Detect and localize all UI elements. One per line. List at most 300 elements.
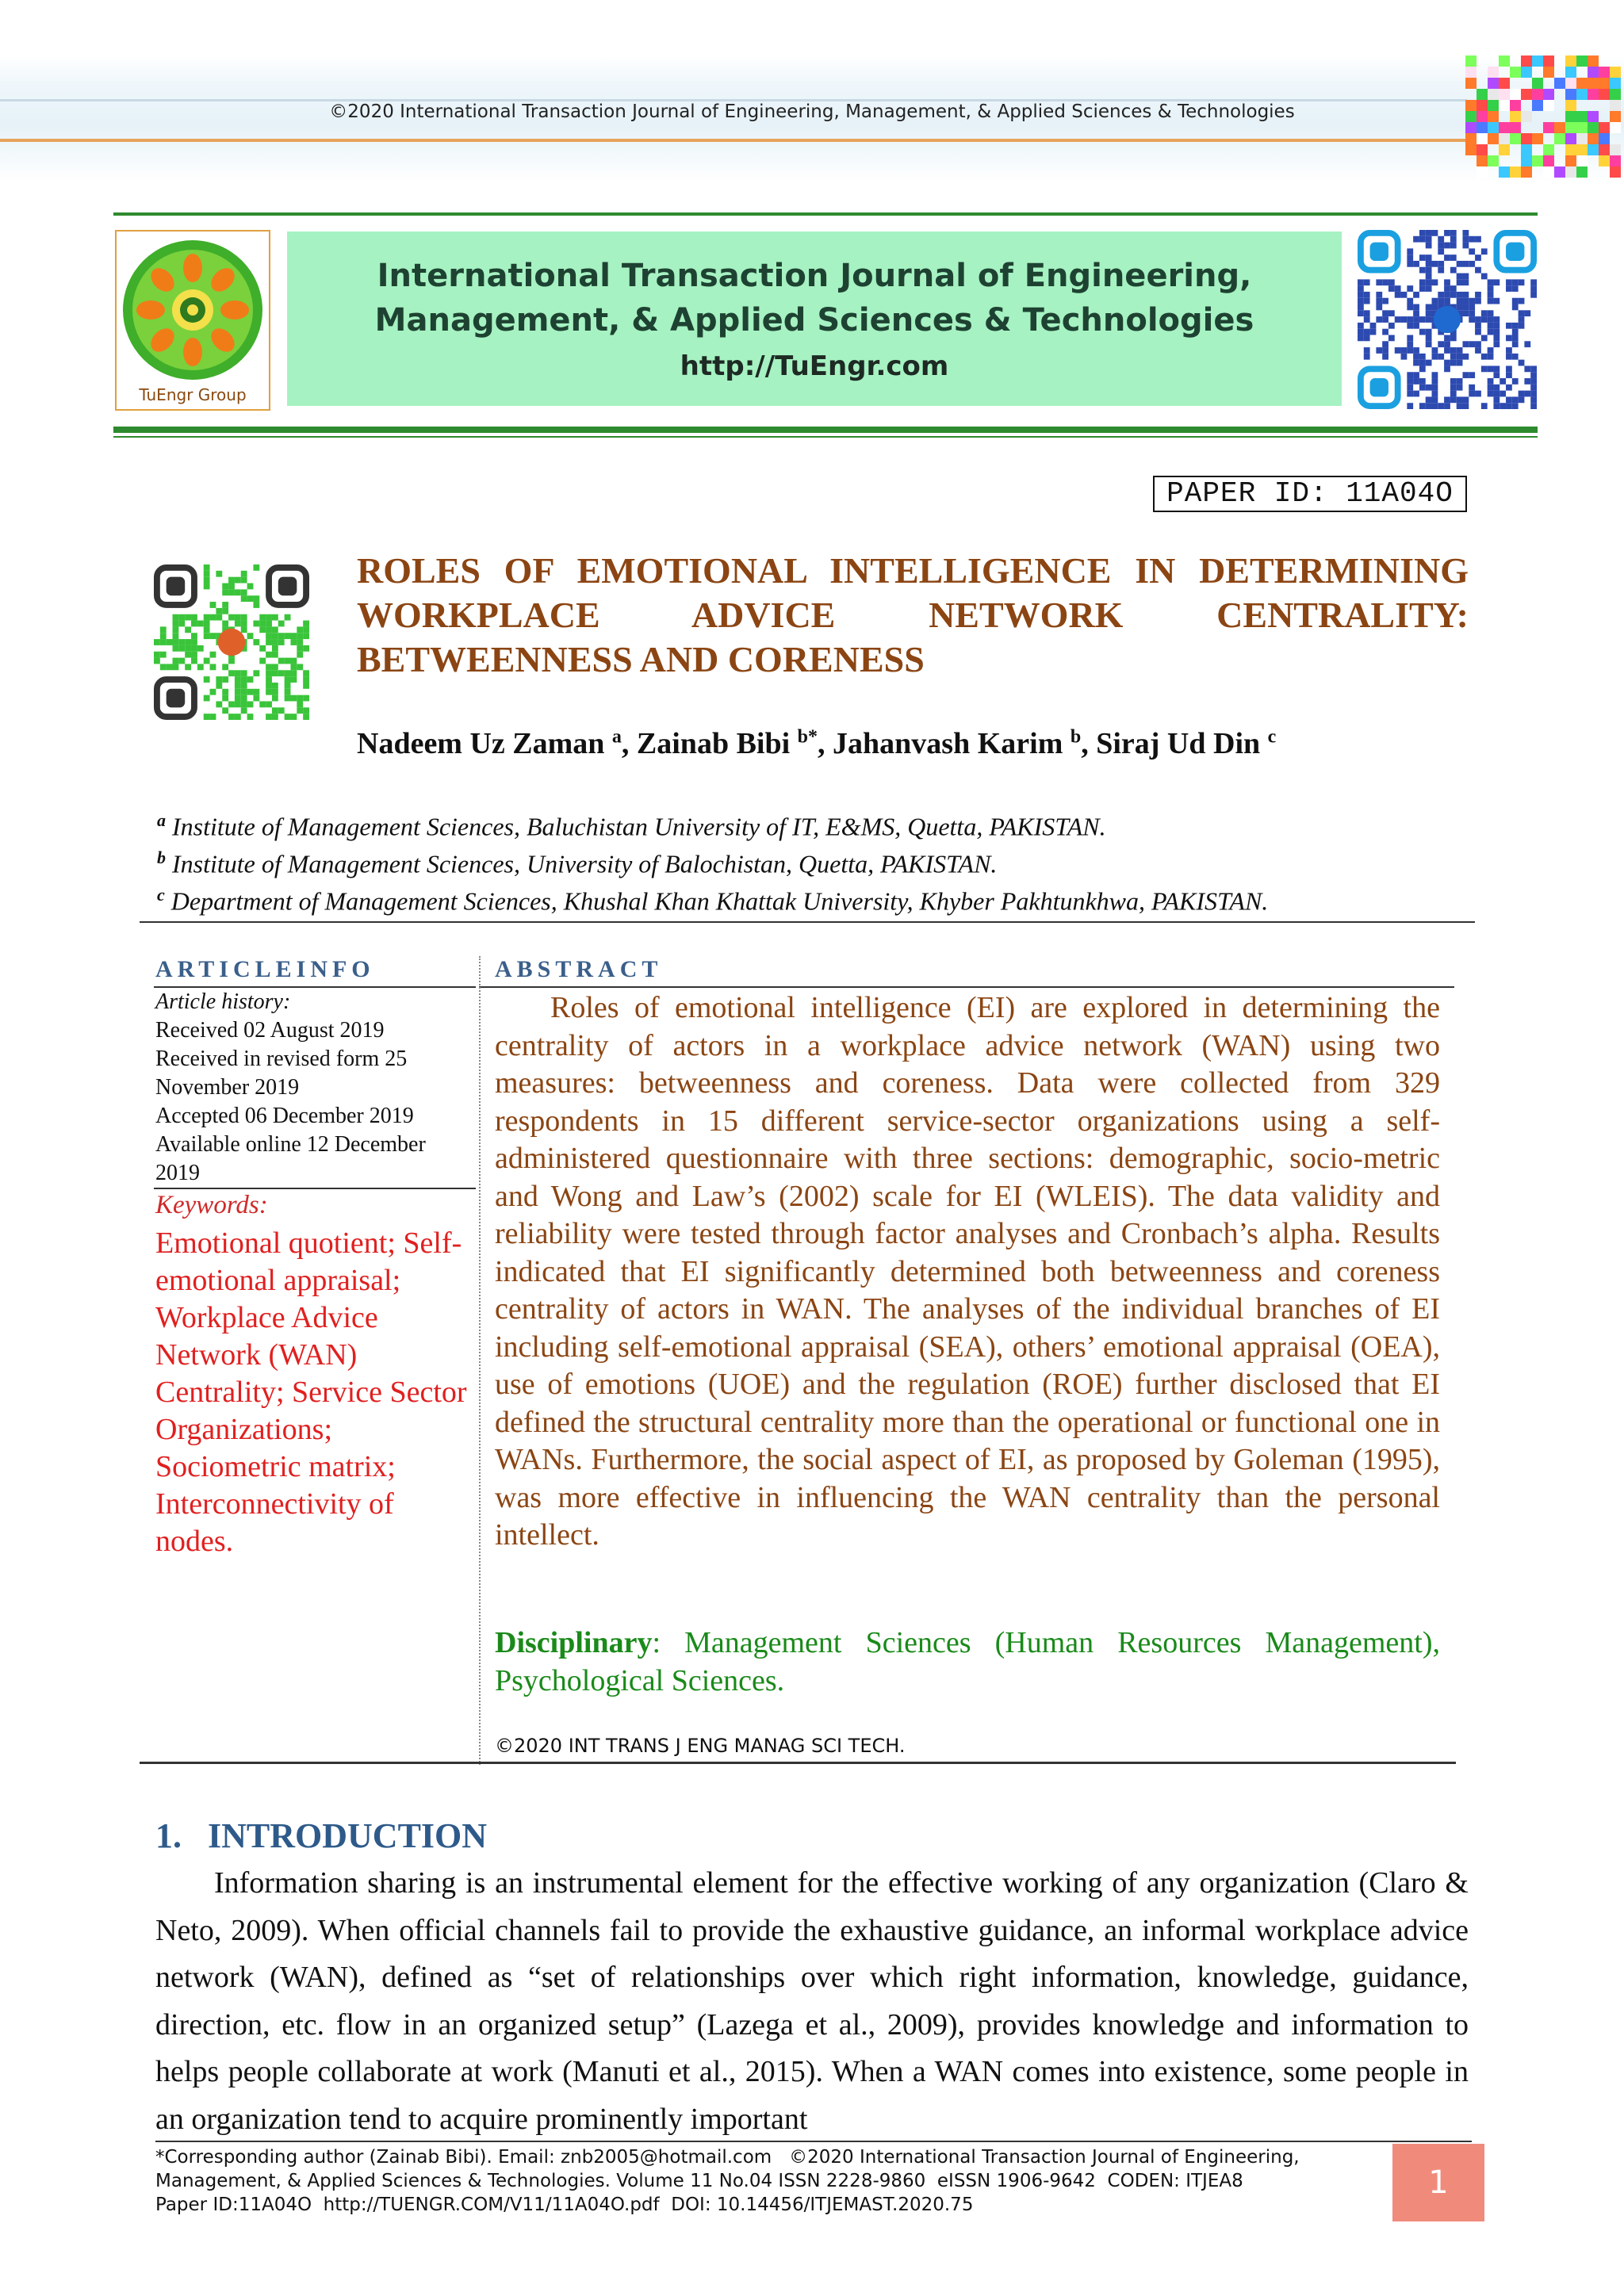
qr-module <box>216 614 222 621</box>
qr-module <box>228 714 235 720</box>
qr-module <box>1432 403 1438 409</box>
qr-module <box>1364 329 1370 335</box>
qr-module <box>1493 279 1500 285</box>
author-name: Zainab Bibi <box>636 727 791 760</box>
qr-module <box>1419 378 1426 385</box>
qr-module <box>1488 323 1494 329</box>
qr-module <box>1524 378 1530 385</box>
qr-module <box>1444 285 1450 292</box>
qr-module <box>1382 354 1388 360</box>
qr-module <box>297 652 303 658</box>
qr-module <box>272 633 278 639</box>
qr-module <box>1450 378 1457 385</box>
qr-module <box>303 670 309 676</box>
qr-module <box>303 707 309 714</box>
qr-module <box>1524 391 1530 397</box>
qr-module <box>1444 335 1450 341</box>
qr-module <box>247 689 254 695</box>
qr-module <box>1469 310 1475 316</box>
qr-module <box>1444 403 1450 409</box>
mosaic-tile <box>1499 166 1510 178</box>
qr-module <box>241 621 247 627</box>
mosaic-tile <box>1465 111 1477 122</box>
mosaic-tile <box>1521 144 1532 155</box>
mosaic-tile <box>1554 166 1565 178</box>
qr-module <box>247 676 254 683</box>
qr-module <box>1413 354 1419 360</box>
qr-module <box>1512 329 1519 335</box>
qr-module <box>1488 391 1494 397</box>
qr-module <box>241 589 247 595</box>
qr-module <box>285 714 291 720</box>
qr-module <box>1364 354 1370 360</box>
qr-module <box>1469 316 1475 323</box>
qr-module <box>241 701 247 707</box>
mosaic-tile <box>1521 155 1532 166</box>
qr-module <box>204 633 210 639</box>
mosaic-tile <box>1610 89 1621 100</box>
qr-module <box>1506 372 1512 378</box>
qr-module <box>1450 385 1457 391</box>
qr-module <box>1382 279 1388 285</box>
abstract-rule <box>479 986 1454 988</box>
qr-module <box>1481 316 1488 323</box>
author-name: Jahanvash Karim <box>833 727 1063 760</box>
qr-module <box>191 652 197 658</box>
qr-module <box>160 639 167 645</box>
qr-module <box>1457 385 1463 391</box>
qr-module <box>1450 347 1457 354</box>
footer-rule <box>155 2141 1472 2142</box>
qr-module <box>185 652 191 658</box>
qr-module <box>222 664 228 670</box>
mosaic-tile <box>1565 144 1576 155</box>
qr-module <box>185 614 191 621</box>
qr-module <box>259 626 266 633</box>
abstract-copyright: ©2020 INT TRANS J ENG MANAG SCI TECH. <box>495 1735 906 1757</box>
qr-module <box>1407 385 1413 391</box>
qr-module <box>1438 403 1444 409</box>
qr-module <box>241 683 247 689</box>
qr-module <box>1530 396 1537 403</box>
qr-module <box>1462 279 1469 285</box>
qr-module <box>1462 292 1469 298</box>
qr-module <box>285 633 291 639</box>
qr-module <box>1407 372 1413 378</box>
qr-module <box>204 614 210 621</box>
qr-module <box>266 683 272 689</box>
qr-module <box>1407 285 1413 292</box>
masthead-top-rule <box>113 212 1538 216</box>
qr-module <box>222 621 228 627</box>
author-affil-mark: a <box>611 726 622 748</box>
qr-module <box>1530 403 1537 409</box>
qr-module <box>1444 298 1450 304</box>
mosaic-tile <box>1477 166 1488 178</box>
mosaic-tile <box>1610 100 1621 111</box>
qr-module <box>1382 341 1388 347</box>
qr-module <box>1426 403 1432 409</box>
qr-module <box>204 621 210 627</box>
qr-module <box>1419 230 1426 236</box>
mosaic-tile <box>1588 122 1599 133</box>
qr-module <box>290 695 297 702</box>
qr-module <box>191 639 197 645</box>
qr-module <box>1426 230 1432 236</box>
qr-module <box>1512 298 1519 304</box>
paper-id-box: PAPER ID: 11A04O <box>1153 476 1467 512</box>
qr-module <box>1413 378 1419 385</box>
mosaic-tile <box>1565 122 1576 133</box>
qr-module <box>204 695 210 702</box>
mosaic-tile <box>1565 166 1576 178</box>
qr-module <box>278 658 285 664</box>
qr-module <box>1358 304 1364 311</box>
qr-module <box>247 633 254 639</box>
mosaic-tile <box>1588 133 1599 144</box>
qr-module <box>1506 285 1512 292</box>
qr-module <box>1462 396 1469 403</box>
qr-module <box>1438 354 1444 360</box>
history-rule <box>154 1188 476 1189</box>
qr-module <box>1376 298 1382 304</box>
journal-url[interactable]: http://TuEngr.com <box>680 350 949 382</box>
qr-module <box>290 670 297 676</box>
qr-module <box>266 626 272 633</box>
qr-module <box>1462 341 1469 347</box>
mosaic-tile <box>1588 144 1599 155</box>
qr-module <box>222 589 228 595</box>
online-date: Available online 12 December 2019 <box>155 1132 426 1185</box>
qr-module <box>1524 310 1530 316</box>
qr-module <box>1432 391 1438 397</box>
qr-center-logo <box>1434 306 1461 333</box>
qr-module <box>290 676 297 683</box>
qr-module <box>173 645 179 652</box>
mosaic-tile <box>1565 133 1576 144</box>
qr-module <box>222 602 228 608</box>
mosaic-tile <box>1488 67 1499 78</box>
qr-module <box>1512 341 1519 347</box>
qr-module <box>1506 323 1512 329</box>
mosaic-tile <box>1599 155 1610 166</box>
mosaic-tile <box>1521 55 1532 67</box>
qr-finder-center <box>1370 378 1388 396</box>
qr-finder-center <box>1370 243 1388 261</box>
qr-module <box>160 626 167 633</box>
mosaic-tile <box>1565 89 1576 100</box>
intro-paragraph: Information sharing is an instrumental element for the effective working of any organization (Claro & Neto, 2009). When official channels fail to provide the exhaustive guidance, an informal workplace advice network (WAN), defined as “set of relationships over which right information, knowledge, guidance, direction, etc. flow in an organized setup” (Lazega et al., 2009), provides knowledge and information to helps people collaborate at work (Manuti et al., 2015). When a WAN comes into existence, some people in an organization tend to acquire prominently important <box>155 1866 1469 2136</box>
qr-module <box>1475 341 1481 347</box>
mosaic-tile <box>1499 55 1510 67</box>
qr-module <box>1419 354 1426 360</box>
qr-module <box>1488 378 1494 385</box>
qr-module <box>1506 396 1512 403</box>
qr-module <box>1512 335 1519 341</box>
qr-module <box>1500 391 1506 397</box>
qr-module <box>210 652 216 658</box>
mosaic-tile <box>1576 122 1588 133</box>
qr-module <box>1444 292 1450 298</box>
qr-module <box>235 589 241 595</box>
qr-module <box>1457 378 1463 385</box>
qr-module <box>1469 298 1475 304</box>
mosaic-tile <box>1565 155 1576 166</box>
qr-module <box>1407 378 1413 385</box>
qr-module <box>247 595 254 602</box>
keywords-label: Keywords: <box>155 1191 268 1219</box>
qr-finder-center <box>278 577 297 596</box>
qr-module <box>272 645 278 652</box>
qr-module <box>1426 254 1432 261</box>
qr-module <box>1419 267 1426 274</box>
qr-module <box>1481 354 1488 360</box>
qr-module <box>1407 341 1413 347</box>
mosaic-tile <box>1532 55 1543 67</box>
qr-module <box>210 614 216 621</box>
qr-module <box>1469 385 1475 391</box>
qr-module <box>1426 267 1432 274</box>
mosaic-tile <box>1610 78 1621 89</box>
qr-module <box>1413 292 1419 298</box>
qr-module <box>191 621 197 627</box>
qr-module <box>1358 285 1364 292</box>
qr-module <box>1488 292 1494 298</box>
qr-module <box>1426 360 1432 366</box>
qr-module <box>285 658 291 664</box>
mosaic-tile <box>1499 89 1510 100</box>
qr-module <box>241 676 247 683</box>
qr-module <box>1395 292 1401 298</box>
mosaic-tile <box>1554 122 1565 133</box>
qr-module <box>235 614 241 621</box>
mosaic-tile <box>1521 133 1532 144</box>
history-label: Article history: <box>155 989 291 1014</box>
mosaic-tile <box>1477 144 1488 155</box>
mosaic-tile <box>1576 155 1588 166</box>
qr-module <box>235 714 241 720</box>
qr-module <box>1475 298 1481 304</box>
qr-module <box>303 633 309 639</box>
qr-module <box>1388 310 1395 316</box>
qr-module <box>1432 298 1438 304</box>
qr-module <box>285 614 291 621</box>
qr-module <box>173 664 179 670</box>
qr-center-logo <box>218 629 245 656</box>
mosaic-tile <box>1521 67 1532 78</box>
qr-module <box>241 670 247 676</box>
qr-module <box>303 626 309 633</box>
qr-module <box>1512 304 1519 311</box>
keywords-list: Emotional quotient; Self-emotional appraisal; Workplace Advice Network (WAN) Centrality; Service Sector Organizations; Sociometric matrix; Interconnectivity of nodes. <box>155 1226 467 1558</box>
mosaic-tile <box>1565 67 1576 78</box>
qr-module <box>1438 267 1444 274</box>
affil-text: Institute of Management Sciences, University of Balochistan, Quetta, PAKISTAN. <box>172 849 998 878</box>
qr-module <box>1382 347 1388 354</box>
qr-module <box>228 584 235 590</box>
journal-name <box>287 254 1342 342</box>
page-number: 1 <box>1392 2144 1484 2221</box>
qr-module <box>1493 323 1500 329</box>
qr-module <box>228 577 235 584</box>
qr-module <box>1395 347 1401 354</box>
qr-module <box>1364 279 1370 285</box>
qr-module <box>1450 243 1457 249</box>
qr-module <box>1358 329 1364 335</box>
qr-module <box>1475 236 1481 243</box>
qr-module <box>285 676 291 683</box>
qr-module <box>1457 354 1463 360</box>
qr-module <box>1475 292 1481 298</box>
qr-module <box>228 614 235 621</box>
mosaic-tile <box>1610 111 1621 122</box>
qr-module <box>241 626 247 633</box>
qr-module <box>1413 316 1419 323</box>
qr-module <box>241 595 247 602</box>
qr-module <box>1457 279 1463 285</box>
qr-module <box>1481 310 1488 316</box>
qr-module <box>160 652 167 658</box>
qr-module <box>1419 236 1426 243</box>
mosaic-tile <box>1576 111 1588 122</box>
mosaic-tile <box>1599 67 1610 78</box>
qr-module <box>210 633 216 639</box>
qr-module <box>278 621 285 627</box>
qr-module <box>1413 304 1419 311</box>
running-header: ©2020 International Transaction Journal of Engineering, Management, & Applied Sciences & Technologies <box>329 101 1295 122</box>
qr-module <box>253 564 259 571</box>
logo-caption: TuEngr Group <box>139 385 247 404</box>
qr-module <box>1388 279 1395 285</box>
qr-module <box>173 658 179 664</box>
mosaic-tile <box>1510 133 1521 144</box>
author-name: Nadeem Uz Zaman <box>357 727 605 760</box>
qr-module <box>297 645 303 652</box>
qr-module <box>266 614 272 621</box>
footer-line: Management, & Applied Sciences & Technologies. Volume 11 No.04 ISSN 2228-9860 eISSN 1906-9642 CODEN: ITJEA8 <box>155 2171 1243 2191</box>
qr-module <box>290 714 297 720</box>
qr-module <box>241 577 247 584</box>
qr-module <box>1519 310 1525 316</box>
qr-module <box>1376 292 1382 298</box>
qr-module <box>1457 347 1463 354</box>
qr-module <box>1432 230 1438 236</box>
qr-module <box>1438 236 1444 243</box>
qr-module <box>1382 298 1388 304</box>
qr-module <box>1432 354 1438 360</box>
qr-module <box>160 664 167 670</box>
qr-module <box>1450 292 1457 298</box>
article-info-heading: ARTICLEINFO <box>155 956 375 982</box>
qr-module <box>1444 347 1450 354</box>
qr-module <box>178 621 185 627</box>
mosaic-tile <box>1510 111 1521 122</box>
qr-module <box>178 614 185 621</box>
qr-module <box>285 695 291 702</box>
qr-module <box>1407 335 1413 341</box>
qr-module <box>1426 243 1432 249</box>
qr-module <box>241 689 247 695</box>
mosaic-tile <box>1588 89 1599 100</box>
qr-module <box>1457 292 1463 298</box>
qr-module <box>272 695 278 702</box>
qr-module <box>241 707 247 714</box>
qr-module <box>1450 230 1457 236</box>
qr-module <box>272 707 278 714</box>
qr-module <box>204 714 210 720</box>
qr-module <box>303 695 309 702</box>
qr-module <box>216 608 222 614</box>
qr-module <box>1438 292 1444 298</box>
affiliation-rule <box>140 921 1475 923</box>
mosaic-tile <box>1499 100 1510 111</box>
qr-module <box>173 626 179 633</box>
qr-module <box>185 664 191 670</box>
qr-module <box>1444 365 1450 372</box>
qr-module <box>241 614 247 621</box>
qr-module <box>266 633 272 639</box>
qr-module <box>1432 261 1438 267</box>
qr-module <box>1519 391 1525 397</box>
qr-module <box>1407 248 1413 254</box>
qr-module <box>1462 261 1469 267</box>
qr-module <box>235 695 241 702</box>
qr-module <box>285 683 291 689</box>
qr-module <box>191 645 197 652</box>
qr-module <box>222 695 228 702</box>
qr-module <box>1413 360 1419 366</box>
mosaic-tile <box>1576 144 1588 155</box>
footer-note <box>155 2145 1385 2217</box>
mosaic-tile <box>1465 100 1477 111</box>
qr-module <box>1530 378 1537 385</box>
qr-module <box>1493 391 1500 397</box>
qr-module <box>1530 391 1537 397</box>
qr-module <box>297 664 303 670</box>
qr-module <box>1488 354 1494 360</box>
qr-module <box>191 658 197 664</box>
qr-module <box>303 683 309 689</box>
qr-module <box>1388 285 1395 292</box>
qr-module <box>197 621 204 627</box>
qr-module <box>1457 261 1463 267</box>
qr-module <box>1519 360 1525 366</box>
qr-module <box>1512 378 1519 385</box>
mosaic-tile <box>1576 78 1588 89</box>
mosaic-tile <box>1521 111 1532 122</box>
mosaic-tile <box>1465 122 1477 133</box>
qr-module <box>210 664 216 670</box>
qr-module <box>1407 316 1413 323</box>
qr-module <box>1426 304 1432 311</box>
mosaic-tile <box>1465 55 1477 67</box>
mosaic-tile <box>1477 89 1488 100</box>
qr-module <box>1512 396 1519 403</box>
qr-module <box>1524 341 1530 347</box>
qr-module <box>253 670 259 676</box>
qr-module <box>266 639 272 645</box>
qr-module <box>1376 304 1382 311</box>
qr-module <box>1519 396 1525 403</box>
qr-module <box>1506 365 1512 372</box>
qr-module <box>1419 279 1426 285</box>
mosaic-tile <box>1588 67 1599 78</box>
qr-module <box>1376 347 1382 354</box>
qr-module <box>154 652 160 658</box>
qr-module <box>1370 329 1377 335</box>
mosaic-tile <box>1532 89 1543 100</box>
qr-module <box>167 664 173 670</box>
